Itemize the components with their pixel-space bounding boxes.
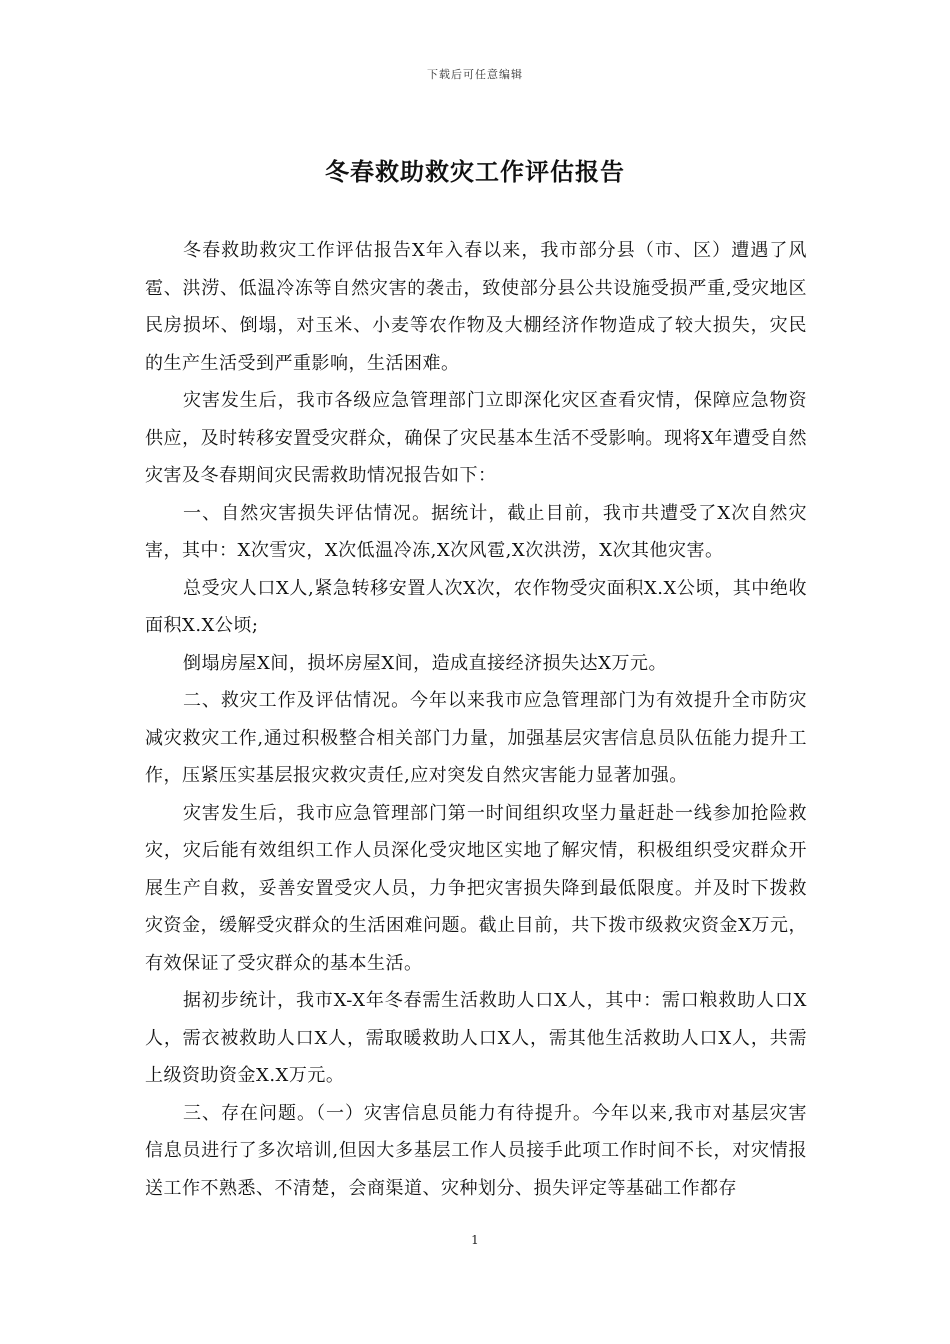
paragraph-1: 冬春救助救灾工作评估报告X年入春以来，我市部分县（市、区）遭遇了风雹、洪涝、低温冷冻等自然灾害的袭击，致使部分县公共设施受损严重,受灾地区民房损坏、倒塌，对玉米、小麦等农作物及大棚经济作物造成了较大损失，灾民的生产生活受到严重影响，生活困难。 — [145, 240, 807, 374]
page-number: 1 — [471, 1233, 479, 1247]
paragraph-3: 一、自然灾害损失评估情况。据统计，截止目前，我市共遭受了X次自然灾害，其中：X次雪灾，X次低温冷冻,X次风雹,X次洪涝，X次其他灾害。 — [145, 502, 807, 561]
paragraph-8: 据初步统计，我市X-X年冬春需生活救助人口X人，其中：需口粮救助人口X人，需衣被救助人口X人，需取暖救助人口X人，需其他生活救助人口X人，共需上级资助资金X.X万元。 — [145, 990, 807, 1086]
document-title: 冬春救助救灾工作评估报告 — [325, 157, 625, 186]
paragraph-5: 倒塌房屋X间，损坏房屋X间，造成直接经济损失达X万元。 — [183, 652, 667, 674]
paragraph-7: 灾害发生后，我市应急管理部门第一时间组织攻坚力量赶赴一线参加抢险救灾，灾后能有效组织工作人员深化受灾地区实地了解灾情，积极组织受灾群众开展生产自救，妥善安置受灾人员，力争把灾害损失降到最低限度。并及时下拨救灾资金，缓解受灾群众的生活困难问题。截止目前，共下拨市级救灾资金X万元，有效保证了受灾群众的基本生活。 — [145, 802, 807, 974]
paragraph-4: 总受灾人口X人,紧急转移安置人次X次，农作物受灾面积X.X公顷，其中绝收面积X.X公顷; — [145, 577, 807, 636]
paragraph-2: 灾害发生后，我市各级应急管理部门立即深化灾区查看灾情，保障应急物资供应，及时转移安置受灾群众，确保了灾民基本生活不受影响。现将X年遭受自然灾害及冬春期间灾民需救助情况报告如下： — [145, 390, 807, 486]
paragraph-6: 二、救灾工作及评估情况。今年以来我市应急管理部门为有效提升全市防灾减灾救灾工作,通过积极整合相关部门力量，加强基层灾害信息员队伍能力提升工作，压紧压实基层报灾救灾责任,应对突发自然灾害能力显著加强。 — [145, 690, 807, 786]
document-body — [145, 232, 807, 1207]
header-note: 下载后可任意编辑 — [427, 68, 523, 81]
paragraph-9: 三、存在问题。（一）灾害信息员能力有待提升。今年以来,我市对基层灾害信息员进行了多次培训,但因大多基层工作人员接手此项工作时间不长，对灾情报送工作不熟悉、不清楚，会商渠道、灾种划分、损失评定等基础工作都存 — [145, 1102, 807, 1199]
